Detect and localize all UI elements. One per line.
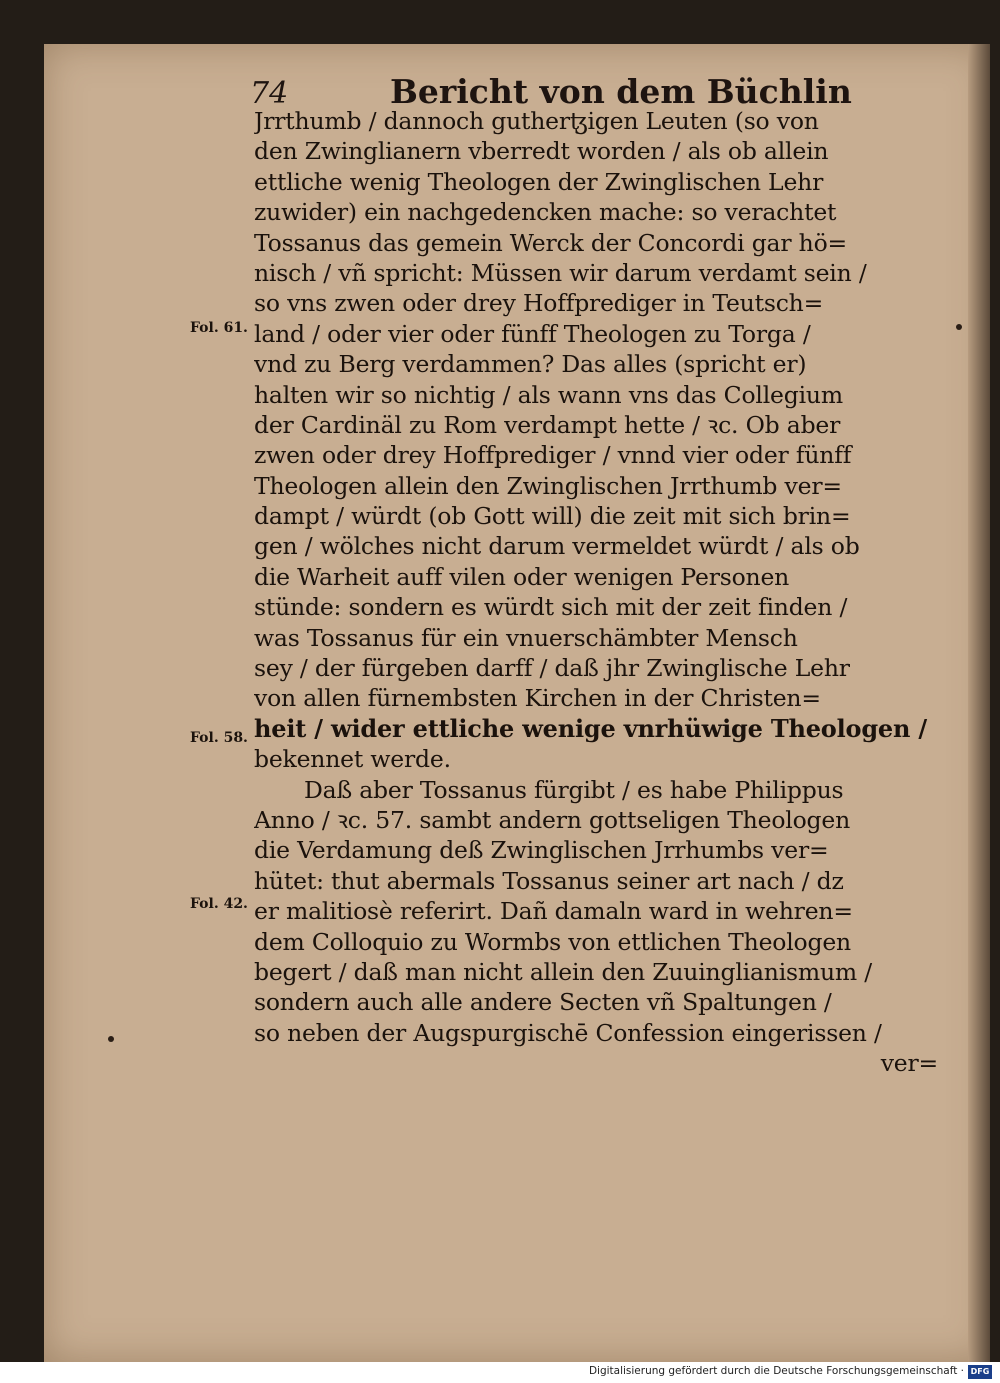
catchword: ver= bbox=[880, 1049, 938, 1078]
text-line: vnd zu Berg verdammen? Das alles (spricht er) bbox=[254, 350, 807, 379]
body-text bbox=[254, 106, 954, 1079]
text-line: dampt / würdt (ob Gott will) die zeit mit sich brin= bbox=[254, 502, 851, 531]
page-gutter bbox=[968, 44, 990, 1362]
dfg-logo: DFG bbox=[968, 1365, 992, 1379]
text-line: gen / wölches nicht darum vermeldet würdt / als ob bbox=[254, 532, 860, 561]
text-line: so neben der Augspurgischē Confession eingerissen / bbox=[254, 1018, 882, 1047]
text-line: Theologen allein den Zwinglischen Jrrthumb ver= bbox=[254, 471, 842, 500]
text-line: was Tossanus für ein vnuerschämbter Mensch bbox=[254, 623, 798, 652]
text-line: Daß aber Tossanus fürgibt / es habe Philippus bbox=[304, 775, 844, 804]
ink-speck bbox=[108, 1036, 114, 1042]
funding-notice: Digitalisierung gefördert durch die Deutsche Forschungsgemeinschaft · bbox=[588, 1365, 964, 1377]
text-line: halten wir so nichtig / als wann vns das Collegium bbox=[254, 380, 843, 409]
running-head: Bericht von dem Büchlin bbox=[390, 72, 852, 111]
text-line: den Zwinglianern vberredt worden / als ob allein bbox=[254, 137, 829, 166]
text-line: hütet: thut abermals Tossanus seiner art nach / dz bbox=[254, 866, 844, 895]
margin-note-fol-58: Fol. 58. bbox=[190, 730, 248, 746]
text-line: von allen fürnembsten Kirchen in der Christen= bbox=[254, 684, 821, 713]
text-line: er malitiosè referirt. Dañ damaln ward in wehren= bbox=[254, 897, 853, 926]
text-line: so vns zwen oder drey Hoffprediger in Teutsch= bbox=[254, 289, 824, 318]
text-line: die Verdamung deß Zwinglischen Jrrhumbs ver= bbox=[254, 836, 829, 865]
text-line: ettliche wenig Theologen der Zwinglischen Lehr bbox=[254, 167, 824, 196]
text-line: Anno / ꝛc. 57. sambt andern gottseligen Theologen bbox=[254, 805, 851, 834]
text-line: zwen oder drey Hoffprediger / vnnd vier oder fünff bbox=[254, 441, 852, 470]
page-number: 74 bbox=[250, 76, 289, 111]
text-line: zuwider) ein nachgedencken mache: so verachtet bbox=[254, 198, 837, 227]
text-line: nisch / vñ spricht: Müssen wir darum verdamt sein / bbox=[254, 258, 867, 287]
text-line: bekennet werde. bbox=[254, 745, 451, 774]
ink-speck bbox=[956, 324, 962, 330]
text-line: begert / daß man nicht allein den Zuuinglianismum / bbox=[254, 957, 872, 986]
margin-note-fol-42: Fol. 42. bbox=[190, 896, 248, 912]
text-line: Jrrthumb / dannoch gutherꜩigen Leuten (so von bbox=[254, 107, 819, 135]
text-line: die Warheit auff vilen oder wenigen Personen bbox=[254, 562, 790, 591]
footer-bar bbox=[0, 1362, 1000, 1383]
text-line: stünde: sondern es würdt sich mit der zeit finden / bbox=[254, 593, 848, 622]
text-line: land / oder vier oder fünff Theologen zu Torga / bbox=[254, 319, 811, 348]
text-line: sondern auch alle andere Secten vñ Spaltungen / bbox=[254, 988, 832, 1017]
text-line: dem Colloquio zu Wormbs von ettlichen Theologen bbox=[254, 927, 851, 956]
text-line: heit / wider ettliche wenige vnrhüwige Theologen / bbox=[254, 713, 927, 743]
text-line: der Cardinäl zu Rom verdampt hette / ꝛc. Ob aber bbox=[254, 410, 841, 439]
margin-note-fol-61: Fol. 61. bbox=[190, 320, 248, 336]
text-line: Tossanus das gemein Werck der Concordi gar hö= bbox=[254, 228, 848, 257]
text-line: sey / der fürgeben darff / daß jhr Zwinglische Lehr bbox=[254, 654, 850, 683]
